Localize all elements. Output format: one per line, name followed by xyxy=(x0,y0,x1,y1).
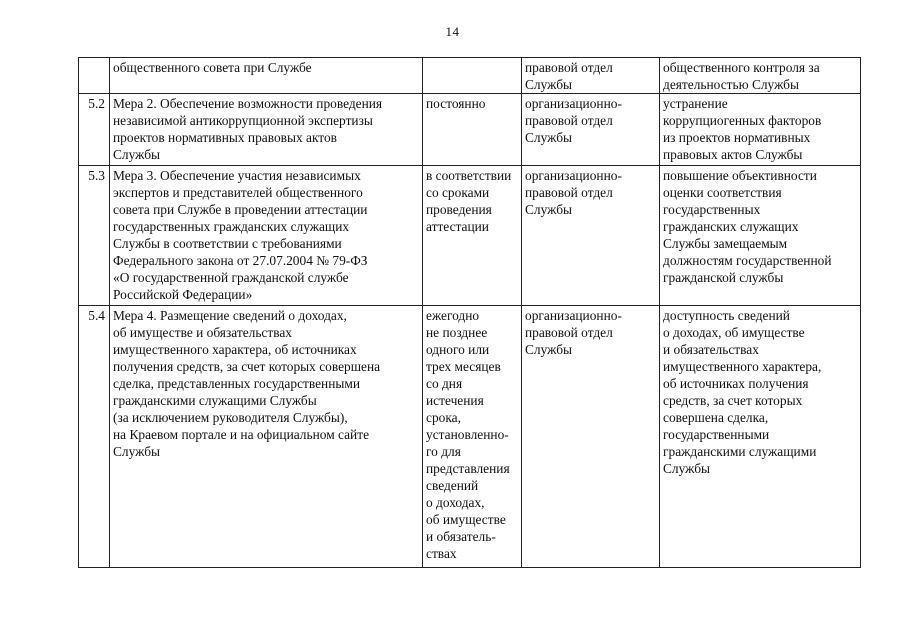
responsible-cell: организационно- правовой отдел Службы xyxy=(522,166,660,306)
measure-cell: Мера 3. Обеспечение участия независимых экспертов и представителей общественного совета при Службе в проведении аттестации государственных гражданских служащих Службы в соответствии с требованиями Федерального закона от 27.07.2004 № 79-ФЗ «О государственной гражданской службе Российской Федерации» xyxy=(110,166,423,306)
deadline-cell: ежегодно не позднее одного или трех месяцев со дня истечения срока, установленно- го для представления сведений о доходах, об имуществе и обязатель- ствах xyxy=(423,306,522,568)
responsible-cell: организационно- правовой отдел Службы xyxy=(522,94,660,166)
responsible-cell: правовой отдел Службы xyxy=(522,58,660,94)
table-row xyxy=(79,306,861,568)
deadline-cell xyxy=(423,58,522,94)
result-cell: повышение объективности оценки соответствия государственных гражданских служащих Службы замещаемым должностям государственной гражданской службы xyxy=(660,166,861,306)
row-number-cell: 5.4 xyxy=(79,306,110,568)
deadline-cell: в соответствии со сроками проведения аттестации xyxy=(423,166,522,306)
measure-cell: Мера 4. Размещение сведений о доходах, об имуществе и обязательствах имущественного характера, об источниках получения средств, за счет которых совершена сделка, представленных государственными гражданскими служащими Службы (за исключением руководителя Службы), на Краевом портале и на официальном сайте Службы xyxy=(110,306,423,568)
table-row xyxy=(79,94,861,166)
row-number-cell xyxy=(79,58,110,94)
measure-cell: Мера 2. Обеспечение возможности проведения независимой антикоррупционной экспертизы проектов нормативных правовых актов Службы xyxy=(110,94,423,166)
deadline-cell: постоянно xyxy=(423,94,522,166)
table-row xyxy=(79,166,861,306)
result-cell: общественного контроля за деятельностью Службы xyxy=(660,58,861,94)
measures-table xyxy=(78,57,861,568)
table-row xyxy=(79,58,861,94)
row-number-cell: 5.3 xyxy=(79,166,110,306)
responsible-cell: организационно- правовой отдел Службы xyxy=(522,306,660,568)
measure-cell: общественного совета при Службе xyxy=(110,58,423,94)
result-cell: устранение коррупциогенных факторов из проектов нормативных правовых актов Службы xyxy=(660,94,861,166)
page-number: 14 xyxy=(445,24,460,39)
row-number-cell: 5.2 xyxy=(79,94,110,166)
result-cell: доступность сведений о доходах, об имуществе и обязательствах имущественного характера, об источниках получения средств, за счет которых совершена сделка, государственными гражданскими служащими Службы xyxy=(660,306,861,568)
